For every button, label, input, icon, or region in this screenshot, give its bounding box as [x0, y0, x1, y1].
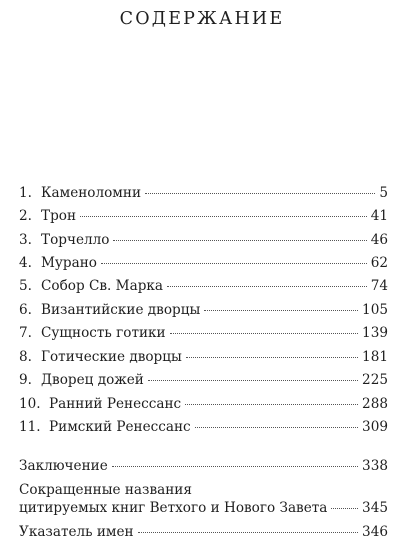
page-number: 74	[370, 278, 388, 294]
toc-entry-index[interactable]	[19, 523, 388, 541]
dot-leader	[101, 263, 367, 264]
chapter-title: Собор Св. Марка	[41, 278, 163, 294]
chapter-title: Сущность готики	[41, 325, 166, 341]
page-number: 181	[362, 349, 388, 365]
dot-leader	[331, 508, 358, 509]
page-number: 62	[370, 255, 388, 271]
chapter-number: 8.	[19, 349, 32, 365]
chapter-title: Трон	[41, 208, 77, 224]
page-number: 309	[362, 419, 388, 435]
chapter-number: 1.	[19, 185, 32, 201]
entry-title: Заключение	[19, 458, 108, 474]
toc-entry[interactable]	[19, 324, 388, 342]
toc-entry[interactable]	[19, 231, 388, 249]
toc-entry-conclusion[interactable]	[19, 457, 388, 475]
page-number: 338	[362, 458, 388, 474]
page-number: 105	[362, 302, 388, 318]
dot-leader	[112, 466, 358, 467]
toc-entry[interactable]	[19, 184, 388, 202]
dot-leader	[138, 532, 358, 533]
toc-entry[interactable]	[19, 277, 388, 295]
dot-leader	[185, 404, 358, 405]
chapter-number: 2.	[19, 208, 32, 224]
page-number: 41	[370, 208, 388, 224]
entry-title: Указатель имен	[19, 524, 134, 540]
page-number: 139	[362, 325, 388, 341]
toc-entry[interactable]	[19, 418, 388, 436]
page-title: СОДЕРЖАНИЕ	[119, 9, 285, 29]
chapter-title: Торчелло	[41, 232, 110, 248]
page-number: 225	[362, 372, 388, 388]
dot-leader	[145, 193, 375, 194]
chapter-number: 3.	[19, 232, 32, 248]
chapter-title: Мурано	[41, 255, 97, 271]
chapter-number: 4.	[19, 255, 32, 271]
toc-entry[interactable]	[19, 254, 388, 272]
chapter-number: 9.	[19, 372, 32, 388]
chapter-title: Ранний Ренессанс	[49, 396, 182, 412]
dot-leader	[148, 380, 358, 381]
toc-entry[interactable]	[19, 301, 388, 319]
chapter-title: Каменоломни	[41, 185, 142, 201]
chapter-title: Готические дворцы	[41, 349, 182, 365]
toc-entry[interactable]	[19, 395, 388, 413]
chapter-number: 5.	[19, 278, 32, 294]
toc-entry[interactable]	[19, 348, 388, 366]
dot-leader	[186, 357, 358, 358]
chapter-title: Римский Ренессанс	[49, 419, 191, 435]
dot-leader	[170, 333, 358, 334]
page-number: 288	[362, 396, 388, 412]
page-number: 5	[379, 185, 388, 201]
chapter-number: 10.	[19, 396, 41, 412]
page-number: 345	[362, 500, 388, 516]
page-number: 346	[362, 524, 388, 540]
dot-leader	[204, 310, 358, 311]
page-number: 46	[370, 232, 388, 248]
chapter-number: 6.	[19, 302, 32, 318]
entry-title-line[interactable]: Сокращенные названия	[19, 482, 192, 498]
toc-entry[interactable]	[19, 371, 388, 389]
chapter-number: 7.	[19, 325, 32, 341]
dot-leader	[113, 240, 366, 241]
toc-entry[interactable]	[19, 207, 388, 225]
dot-leader	[167, 286, 367, 287]
chapter-number: 11.	[19, 419, 41, 435]
toc-entry-abbreviations[interactable]	[19, 499, 388, 517]
chapter-title: Византийские дворцы	[41, 302, 201, 318]
chapter-title: Дворец дожей	[41, 372, 144, 388]
dot-leader	[80, 216, 367, 217]
dot-leader	[195, 427, 358, 428]
entry-title: цитируемых книг Ветхого и Нового Завета	[19, 500, 328, 516]
